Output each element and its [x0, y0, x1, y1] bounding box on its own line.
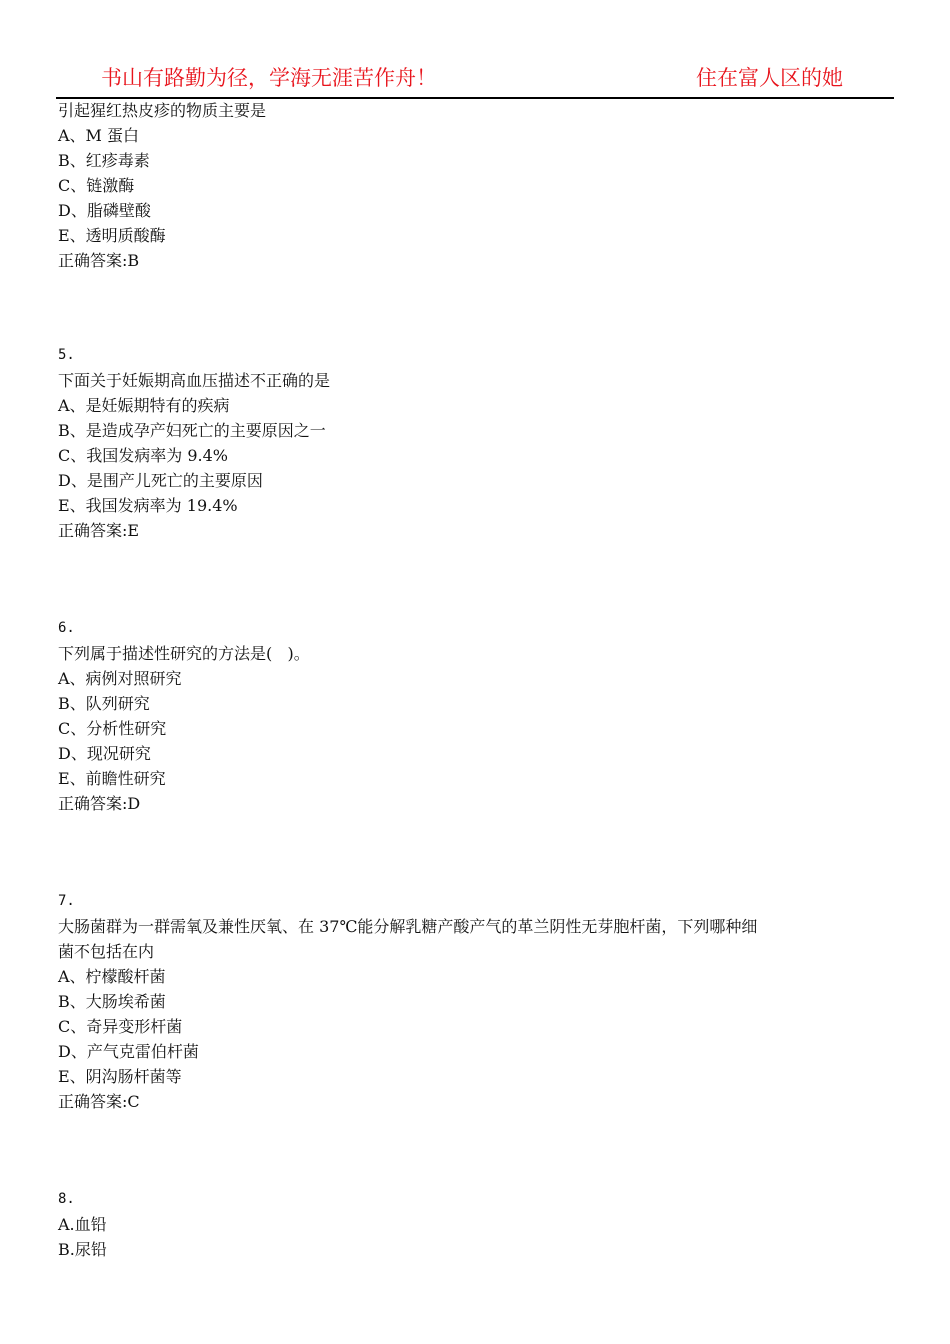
option-b: B.尿铅: [58, 1240, 107, 1259]
question-stem: 下面关于妊娠期高血压描述不正确的是: [58, 371, 331, 390]
page-header: [0, 62, 950, 98]
option-c: C、分析性研究: [58, 719, 167, 738]
correct-answer: 正确答案:D: [58, 794, 141, 813]
option-b: B、是造成孕产妇死亡的主要原因之一: [58, 421, 326, 440]
correct-answer: 正确答案:C: [58, 1092, 140, 1111]
option-c: C、奇异变形杆菌: [58, 1017, 183, 1036]
option-a: A、M 蛋白: [58, 126, 140, 145]
option-e: E、阴沟肠杆菌等: [58, 1067, 182, 1086]
question-block: [58, 98, 894, 273]
option-c: C、我国发病率为 9.4%: [58, 446, 228, 465]
option-b: B、队列研究: [58, 694, 150, 713]
option-a: A、柠檬酸杆菌: [58, 967, 166, 986]
option-e: E、我国发病率为 19.4%: [58, 496, 238, 515]
header-right-motto: 住在富人区的她: [696, 66, 843, 90]
question-stem-continued: 菌不包括在内: [58, 942, 155, 961]
question-number: 5.: [58, 347, 75, 363]
option-d: D、是围产儿死亡的主要原因: [58, 471, 263, 490]
option-a: A、病例对照研究: [58, 669, 182, 688]
question-block: [58, 889, 894, 1114]
question-block: [58, 343, 894, 543]
question-stem: 下列属于描述性研究的方法是( )。: [58, 644, 310, 663]
question-block: [58, 1187, 894, 1262]
question-list: [58, 98, 894, 1262]
option-c: C、链激酶: [58, 176, 135, 195]
question-number: 7.: [58, 893, 75, 909]
option-b: B、红疹毒素: [58, 151, 150, 170]
option-b: B、大肠埃希菌: [58, 992, 166, 1011]
option-d: D、脂磷壁酸: [58, 201, 151, 220]
question-stem: 大肠菌群为一群需氧及兼性厌氧、在 37℃能分解乳糖产酸产气的革兰阴性无芽胞杆菌，下列哪种细: [58, 917, 758, 936]
option-d: D、现况研究: [58, 744, 151, 763]
option-a: A.血铅: [58, 1215, 107, 1234]
question-number: 6.: [58, 620, 75, 636]
question-block: [58, 616, 894, 816]
correct-answer: 正确答案:E: [58, 521, 140, 540]
question-stem: 引起猩红热皮疹的物质主要是: [58, 101, 267, 120]
option-e: E、透明质酸酶: [58, 226, 166, 245]
correct-answer: 正确答案:B: [58, 251, 140, 270]
question-number: 8.: [58, 1191, 75, 1207]
option-d: D、产气克雷伯杆菌: [58, 1042, 199, 1061]
option-e: E、前瞻性研究: [58, 769, 166, 788]
header-left-motto: 书山有路勤为径，学海无涯苦作舟！: [101, 66, 437, 90]
option-a: A、是妊娠期特有的疾病: [58, 396, 230, 415]
